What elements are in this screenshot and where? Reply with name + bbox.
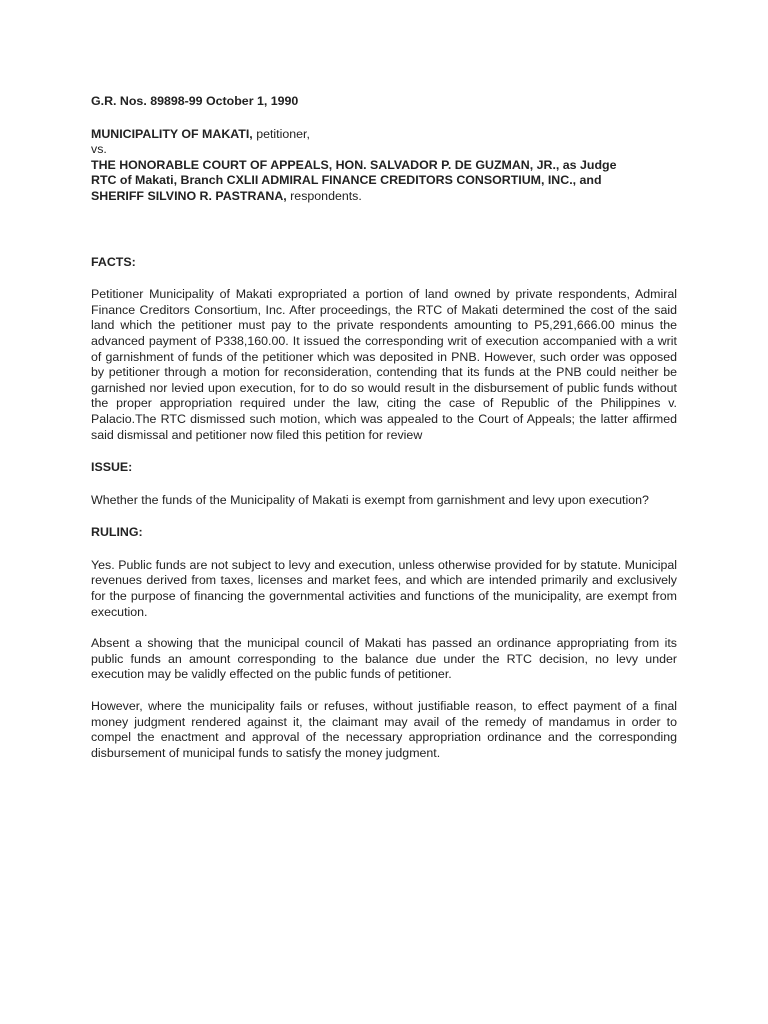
respondent-line-1: THE HONORABLE COURT OF APPEALS, HON. SALVADOR P. DE GUZMAN, JR., as Judge (91, 157, 617, 172)
petitioner-line (91, 127, 677, 143)
respondent-sheriff-name: SHERIFF SILVINO R. PASTRANA, (91, 188, 287, 203)
respondent-role: respondents. (286, 188, 362, 203)
ruling-paragraph-2: Absent a showing that the municipal council of Makati has passed an ordinance appropriating from its public funds an amount corresponding to the balance due under the RTC decision, no levy under execution may be validly effected on the public funds of petitioner. (91, 636, 677, 682)
ruling-heading: RULING: (91, 525, 143, 540)
document-page (91, 94, 677, 761)
ruling-paragraph-3: However, where the municipality fails or refuses, without justifiable reason, to effect payment of a final money judgment rendered against it, the claimant may avail of the remedy of mandamus in order to compel the enactment and approval of the necessary appropriation ordinance and the corresponding disbursement of municipal funds to satisfy the money judgment. (91, 699, 677, 760)
ruling-paragraph-1: Yes. Public funds are not subject to levy and execution, unless otherwise provided for by statute. Municipal revenues derived from taxes, licenses and market fees, and which are intended primarily and exclusively for the purpose of financing the governmental activities and functions of the municipality, are exempt from execution. (91, 557, 677, 619)
issue-paragraph: Whether the funds of the Municipality of Makati is exempt from garnishment and levy upon execution? (91, 492, 649, 507)
petitioner-role: petitioner, (252, 126, 310, 141)
issue-heading: ISSUE: (91, 460, 133, 475)
respondent-line-3 (91, 189, 677, 205)
versus-line: vs. (91, 142, 107, 157)
case-citation: G.R. Nos. 89898-99 October 1, 1990 (91, 94, 299, 108)
petitioner-name: MUNICIPALITY OF MAKATI, (91, 126, 253, 141)
respondent-line-2: RTC of Makati, Branch CXLII ADMIRAL FINANCE CREDITORS CONSORTIUM, INC., and (91, 173, 602, 188)
case-parties (91, 127, 677, 205)
facts-paragraph: Petitioner Municipality of Makati expropriated a portion of land owned by private respondents, Admiral Finance Creditors Consortium, Inc. After proceedings, the RTC of Makati determined the cost of the said land which the petitioner must pay to the private respondents amounting to P5,291,666.00 minus the advanced payment of P338,160.00. It issued the corresponding writ of execution accompanied with a writ of garnishment of funds of the petitioner which was deposited in PNB. However, such order was opposed by petitioner through a motion for reconsideration, contending that its funds at the PNB could neither be garnished nor levied upon execution, for to do so would result in the disbursement of public funds without the proper appropriation required under the law, citing the case of Republic of the Philippines v. Palacio.The RTC dismissed such motion, which was appealed to the Court of Appeals; the latter affirmed said dismissal and petitioner now filed this petition for review (91, 287, 677, 442)
facts-heading: FACTS: (91, 254, 136, 269)
